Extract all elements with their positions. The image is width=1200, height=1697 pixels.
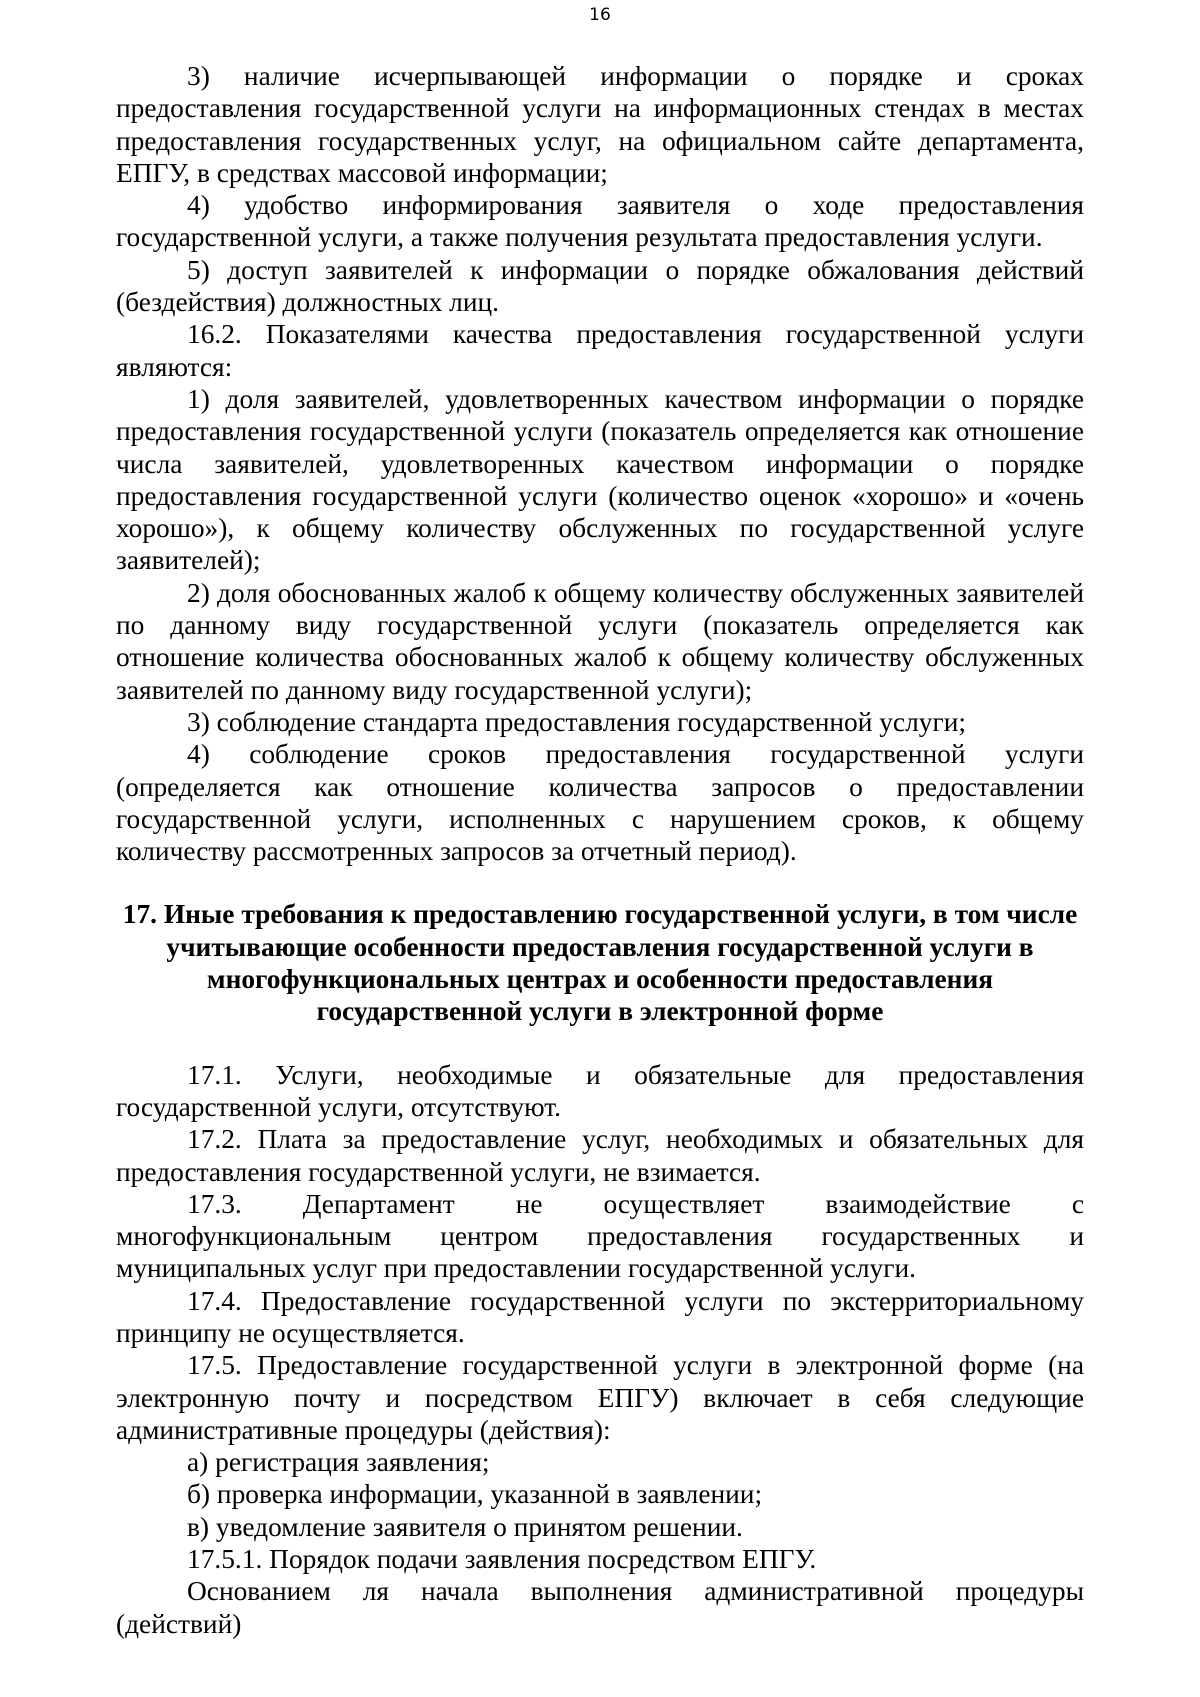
paragraph-indicator-1: 1) доля заявителей, удовлетворенных качеством информации о порядке предоставления государственной услуги (показатель определяется как отношение числа заявителей, удовлетворенных качеством информации о порядке предоставления государственной услуги (количество оценок «хорошо» и «очень хорошо»), к общему количеству обслуженных по государственной услуге заявителей); (116, 383, 1084, 576)
paragraph-17-5-1: 17.5.1. Порядок подачи заявления посредством ЕПГУ. (187, 1544, 817, 1575)
paragraph-17-2: 17.2. Плата за предоставление услуг, необходимых и обязательных для предоставления государственной услуги, не взимается. (116, 1124, 1084, 1187)
document-body (116, 60, 1084, 1640)
paragraph-item-5: 5) доступ заявителей к информации о порядке обжалования действий (бездействия) должностных лиц. (116, 254, 1084, 318)
paragraph-basis: Основанием ля начала выполнения административной процедуры (действий) (116, 1576, 1084, 1639)
paragraph-17-5-v: в) уведомление заявителя о принятом решении. (187, 1511, 743, 1542)
page-number: 16 (589, 5, 611, 25)
paragraph-indicator-2: 2) доля обоснованных жалоб к общему количеству обслуженных заявителей по данному виду государственной услуги (показатель определяется как отношение количества обоснованных жалоб к общему количеству обслуженных заявителей по данному виду государственной услуги); (116, 577, 1084, 705)
paragraph-item-3: 3) наличие исчерпывающей информации о порядке и сроках предоставления государственной услуги на информационных стендах в местах предоставления государственных услуг, на официальном сайте департамента, ЕПГУ, в средствах массовой информации; (116, 61, 1084, 188)
paragraph-17-3: 17.3. Департамент не осуществляет взаимодействие с многофункциональным центром предоставления государственных и муниципальных услуг при предоставлении государственной услуги. (116, 1188, 1084, 1284)
paragraph-17-5-b: б) проверка информации, указанной в заявлении; (187, 1479, 763, 1510)
paragraph-17-4: 17.4. Предоставление государственной услуги по экстерриториальному принципу не осуществляется. (116, 1285, 1084, 1348)
section-17-heading: 17. Иные требования к предоставлению государственной услуги, в том числе учитывающие особенности предоставления государственной услуги в многофункциональных центрах и особенности предоставления государственной услуги в электронной форме (122, 899, 1078, 1027)
paragraph-indicator-4: 4) соблюдение сроков предоставления государственной услуги (определяется как отношение количества запросов о предоставлении государственной услуги, исполненных с нарушением сроков, к общему количеству рассмотренных запросов за отчетный период). (116, 739, 1084, 867)
paragraph-item-4: 4) удобство информирования заявителя о ходе предоставления государственной услуги, а также получения результата предоставления услуги. (116, 190, 1084, 253)
paragraph-17-5-a: а) регистрация заявления; (187, 1447, 490, 1478)
paragraph-17-5: 17.5. Предоставление государственной услуги в электронной форме (на электронную почту и посредством ЕПГУ) включает в себя следующие административные процедуры (действия): (116, 1350, 1084, 1445)
paragraph-16-2: 16.2. Показателями качества предоставления государственной услуги являются: (116, 319, 1084, 382)
paragraph-17-1: 17.1. Услуги, необходимые и обязательные для предоставления государственной услуги, отсутствуют. (116, 1059, 1084, 1122)
paragraph-indicator-3: 3) соблюдение стандарта предоставления государственной услуги; (187, 706, 966, 737)
